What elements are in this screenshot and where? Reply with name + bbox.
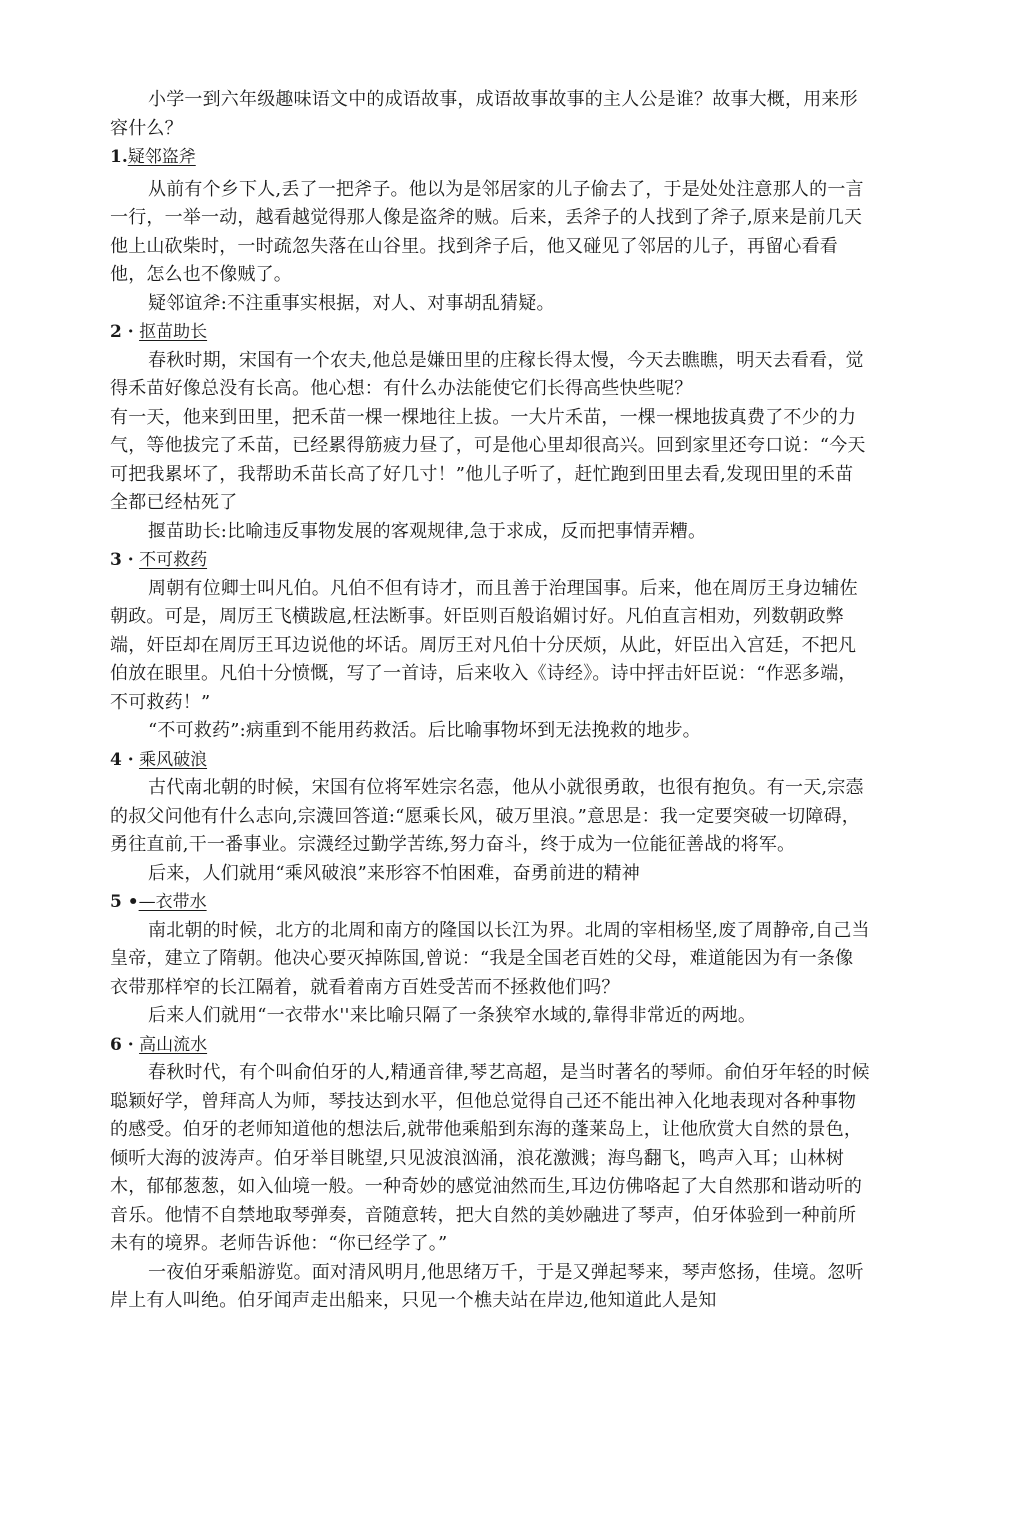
section-title: 抠苗助长	[139, 322, 208, 342]
section-number: 1.	[110, 147, 128, 167]
section-heading	[110, 546, 870, 575]
section-paragraph: 南北朝的时候，北方的北周和南方的隆国以长江为界。北周的宰相杨坚,废了周静帝,自己当皇帝，建立了隋朝。他决心要灭掉陈国,曾说：“我是全国老百姓的父母，难道能因为有一条像衣带那样窄的长江隔着，就看着南方百姓受苦而不拯救他们吗？	[110, 919, 870, 998]
section-paragraph: 从前有个乡下人,丢了一把斧子。他以为是邻居家的儿子偷去了，于是处处注意那人的一言一行，一举一动，越看越觉得那人像是盗斧的贼。后来，丢斧子的人找到了斧子,原来是前几天他上山砍柴时，一时疏忽失落在山谷里。找到斧子后，他又碰见了邻居的儿子，再留心看看他，怎么也不像贼了。	[110, 178, 864, 285]
section-number: 5 •	[110, 892, 139, 912]
section-heading	[110, 746, 870, 775]
section-heading	[110, 888, 870, 917]
section-title: —衣带水	[138, 892, 207, 912]
section-number: 3 ·	[110, 550, 134, 570]
section-title: 高山流水	[139, 1034, 208, 1055]
document-page	[110, 86, 870, 1316]
intro-paragraph: 小学一到六年级趣味语文中的成语故事，成语故事故事的主人公是谁？故事大概，用来形容什么？	[110, 89, 858, 139]
section-paragraph: “不可救药”:病重到不能用药救活。后比喻事物坏到无法挽救的地步。	[148, 720, 701, 741]
section-heading	[110, 318, 870, 347]
section-paragraph: 揠苗助长:比喻违反事物发展的客观规律,急于求成，反而把事情弄糟。	[148, 520, 707, 542]
section-title: 疑邻盗斧	[127, 147, 196, 167]
section-heading	[110, 143, 870, 172]
section-paragraph: 疑邻谊斧:不注重事实根据，对人、对事胡乱猜疑。	[148, 292, 555, 314]
section-title: 不可救药	[139, 550, 208, 570]
section-paragraph: 后来，人们就用“乘风破浪”来形容不怕困难，奋勇前进的精神	[148, 862, 641, 884]
section-paragraph: 春秋时期，宋国有一个农夫,他总是嫌田里的庄稼长得太慢，今天去瞧瞧，明天去看看，觉得禾苗好像总没有长高。他心想：有什么办法能使它们长得高些快些呢？	[110, 349, 864, 399]
section-paragraph: 周朝有位卿士叫凡伯。凡伯不但有诗才，而且善于治理国事。后来，他在周厉王身边辅佐朝政。可是，周厉王飞横跋扈,枉法断事。奸臣则百般谄媚讨好。凡伯直言相劝，列数朝政弊端，奸臣却在周厉王耳边说他的坏话。周厉王对凡伯十分厌烦，从此，奸臣出入宫廷，不把凡伯放在眼里。凡伯十分愤慨，写了一首诗，后来收入《诗经》。诗中抨击奸臣说：“作恶多端，不可救药！”	[110, 577, 858, 713]
section-number: 4 ·	[110, 749, 134, 770]
section-paragraph: 古代南北朝的时候，宋国有位将军姓宗名悫，他从小就很勇敢，也很有抱负。有一天,宗悫的叔父问他有什么志向,宗瀎回答道:“愿乘长风，破万里浪。”意思是：我一定要突破一切障碍，勇往直前,干一番事业。宗瀎经过勤学苦练,努力奋斗，终于成为一位能征善战的将军。	[110, 777, 864, 855]
section-number: 2 ·	[110, 322, 134, 342]
section-paragraph: 后来人们就用“一衣带水''来比喻只隔了一条狭窄水域的,靠得非常近的两地。	[148, 1005, 757, 1026]
section-heading	[110, 1031, 870, 1060]
section-paragraph: 春秋时代，有个叫俞伯牙的人,精通音律,琴艺高超，是当时著名的琴师。俞伯牙年轻的时候聪颖好学，曾拜高人为师，琴技达到水平，但他总觉得自己还不能出神入化地表现对各种事物的感受。伯牙的老师知道他的想法后,就带他乘船到东海的蓬莱岛上，让他欣赏大自然的景色，倾听大海的波涛声。伯牙举目眺望,只见波浪汹涌，浪花激溅；海鸟翻飞，鸣声入耳；山林树木，郁郁葱葱，如入仙境一般。一种奇妙的感觉油然而生,耳边仿佛咯起了大自然那和谐动听的音乐。他情不自禁地取琴弹奏，音随意转，把大自然的美妙融进了琴声，伯牙体验到一种前所未有的境界。老师告诉他：“你已经学了。”	[110, 1062, 870, 1254]
section-title: 乘风破浪	[139, 749, 208, 770]
section-paragraph: 有一天，他来到田里，把禾苗一棵一棵地往上拔。一大片禾苗，一棵一棵地拔真费了不少的力气，等他拔完了禾苗，已经累得筋疲力昼了，可是他心里却很高兴。回到家里还夸口说：“今天可把我累坏了，我帮助禾苗长高了好几寸！”他儿子听了，赶忙跑到田里去看,发现田里的禾苗全都已经枯死了	[110, 406, 866, 513]
section-number: 6 ·	[110, 1034, 134, 1055]
section-paragraph: 一夜伯牙乘船游览。面对清风明月,他思绪万千，于是又弹起琴来，琴声悠扬，佳境。忽听岸上有人叫绝。伯牙闻声走出船来，只见一个樵夫站在岸边,他知道此人是知	[110, 1261, 864, 1311]
